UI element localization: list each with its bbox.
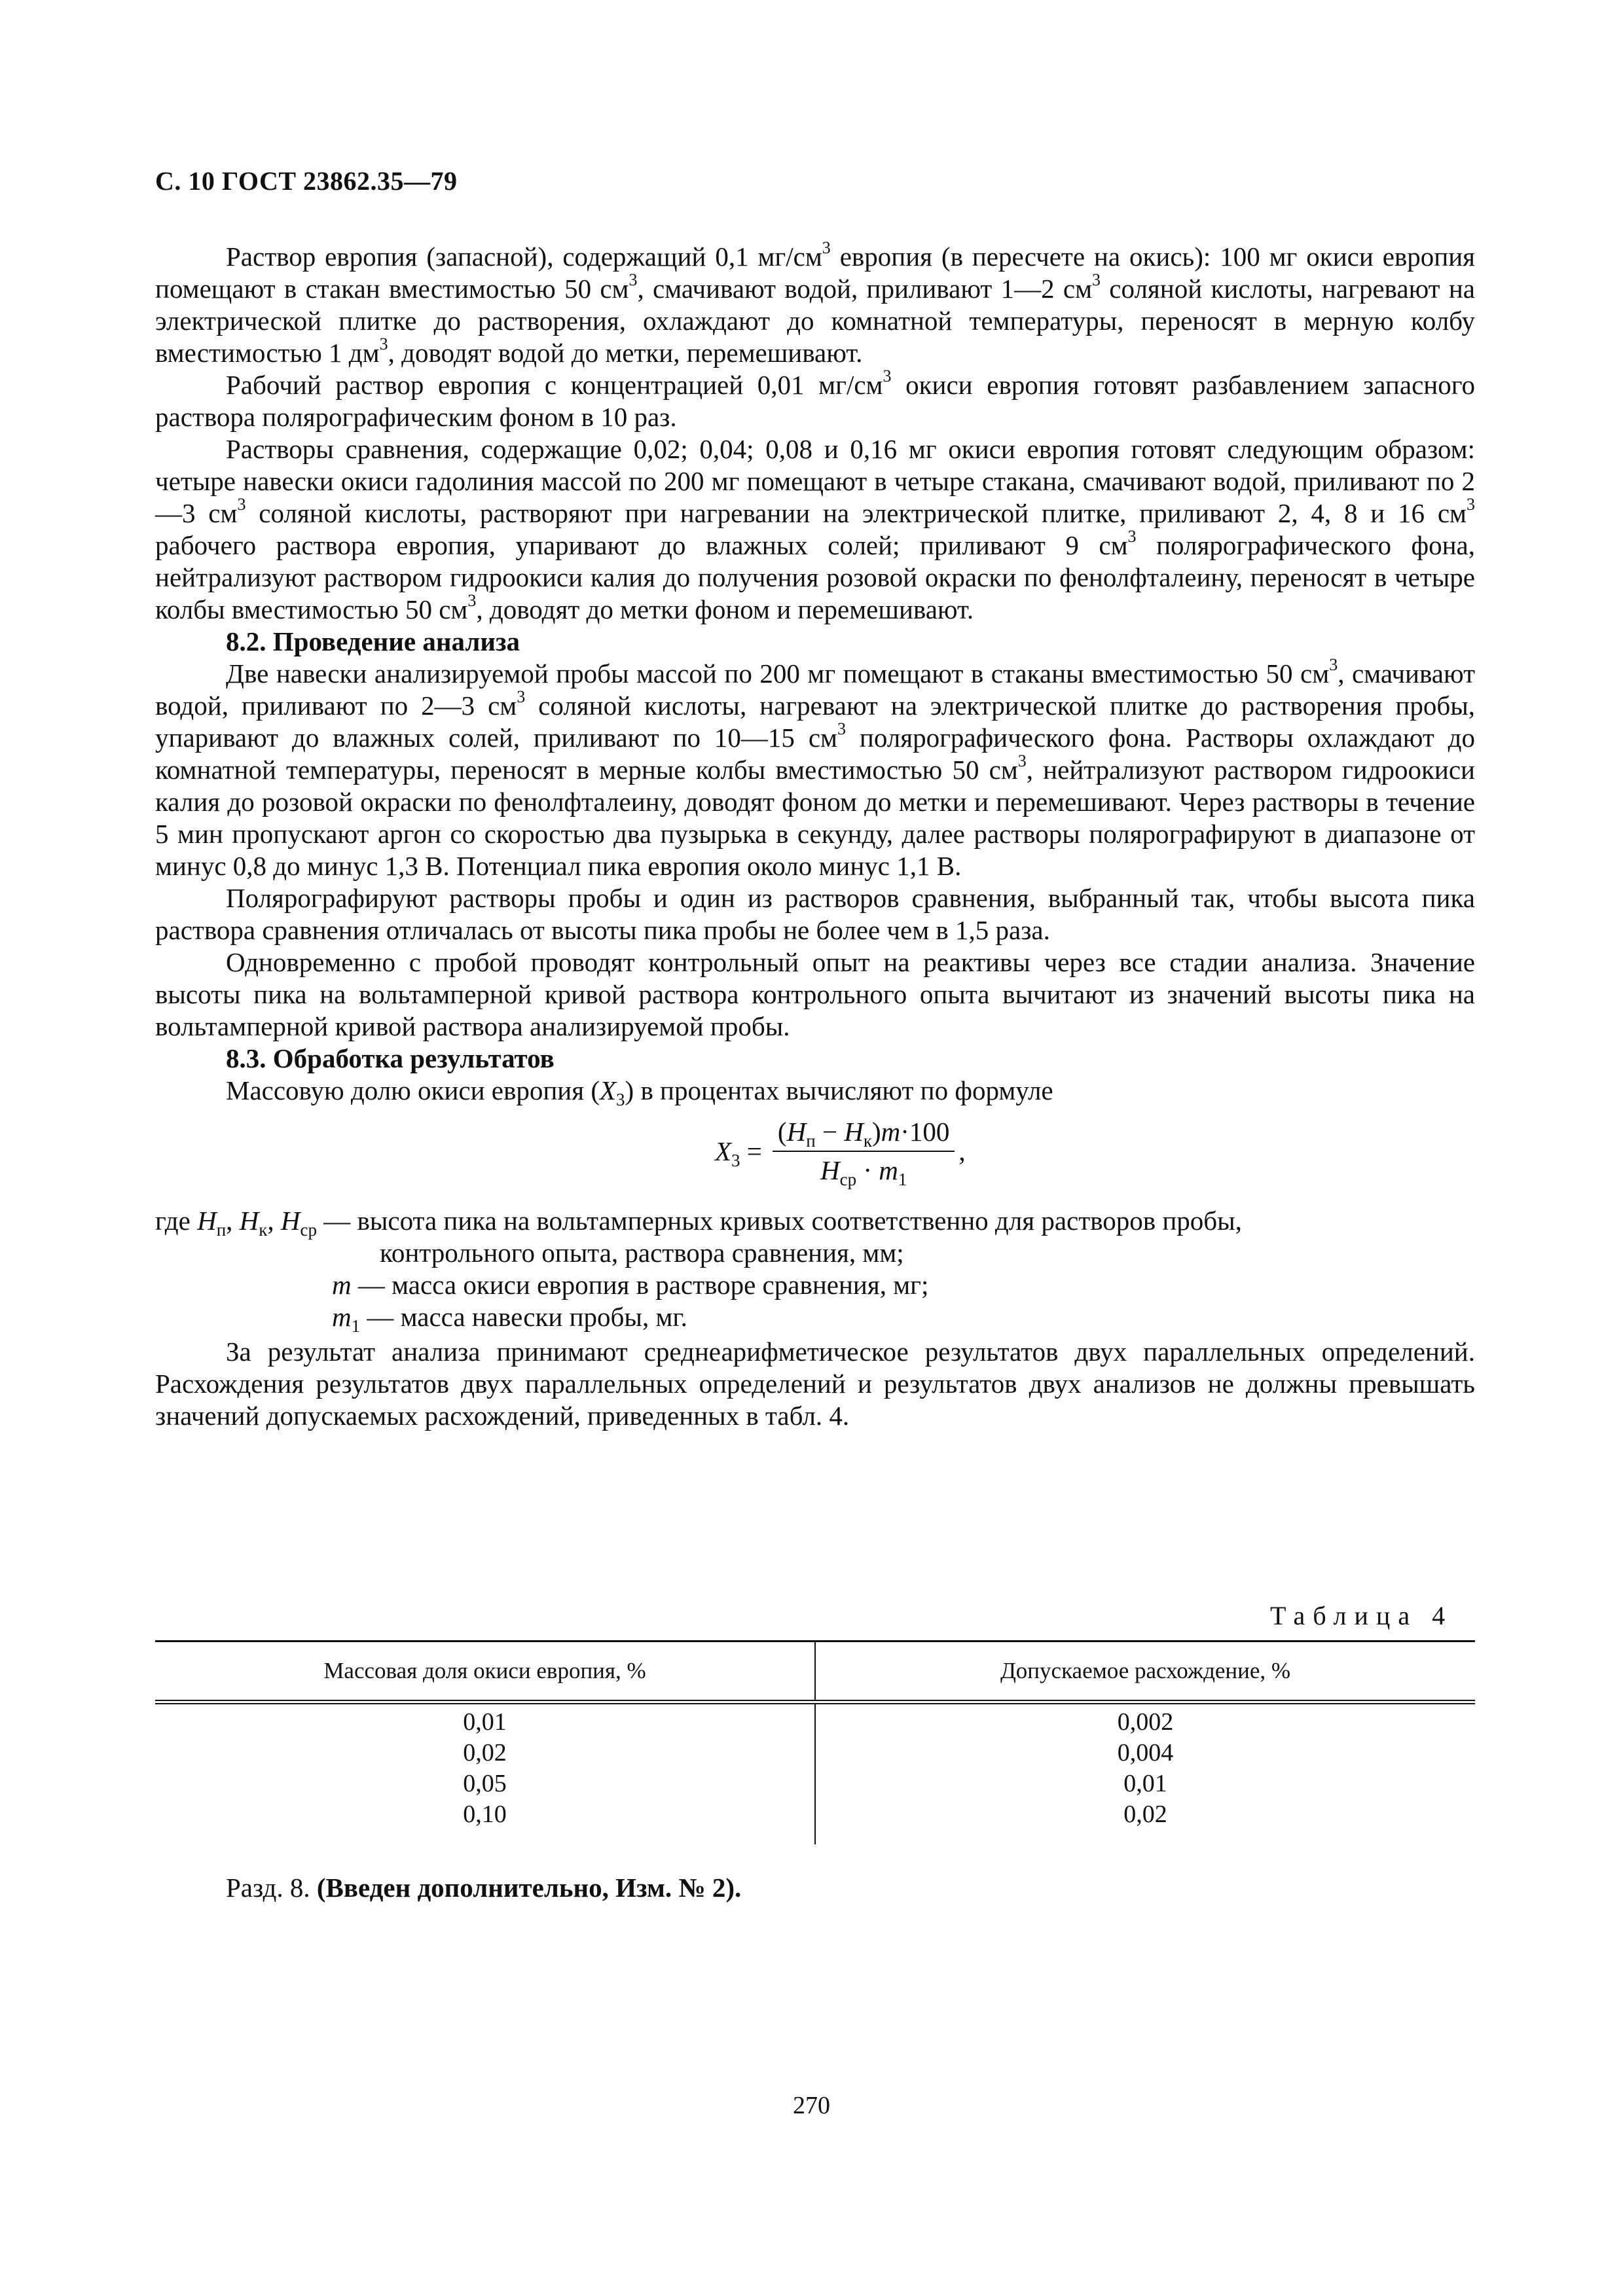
formula-legend [155, 1205, 1475, 1336]
equals-sign: = [740, 1136, 762, 1166]
text-run: Рабочий раствор европия с концентрацией 0,01 мг/см [226, 370, 883, 400]
text-run: , доводят водой до метки, перемешивают. [388, 338, 863, 368]
legend-heights-continuation: контрольного опыта, раствора сравнения, мм; [380, 1238, 904, 1268]
text-run: соляной кислоты, нагревают на электрической плитке до растворения пробы, упаривают до влажных солей, приливают по 10—15 см [155, 691, 1475, 753]
text-run: рабочего раствора европия, упаривают до влажных солей; приливают 9 см [155, 530, 1128, 560]
text-run: Две навески анализируемой пробы массой по 200 мг помещают в стаканы вместимостью 50 см [226, 658, 1330, 689]
text-run: , [958, 1136, 966, 1166]
text-run: ( [777, 1117, 787, 1147]
table-cell: 0,05 [463, 1770, 507, 1797]
legend-m [332, 1269, 928, 1301]
formula-lhs: X [715, 1136, 732, 1166]
text-run: H [844, 1117, 864, 1147]
text-run: соляной кислоты, растворяют при нагревании на электрической плитке, приливают 2, 4, 8 и 16 см [246, 498, 1467, 528]
table-cell: 0,004 [1117, 1739, 1174, 1767]
column-header-tolerance: Допускаемое расхождение, % [814, 1642, 1475, 1700]
paragraph-mass-fraction-intro [155, 1075, 1475, 1110]
text-run: H [786, 1117, 807, 1147]
table-cell: 0,002 [1117, 1708, 1174, 1736]
text-run: , доводят до метки фоном и перемешивают. [476, 594, 974, 624]
table-cell: 0,02 [1123, 1801, 1167, 1828]
subscript: 3 [616, 1090, 625, 1110]
text-run: ) в процентах вычисляют по формуле [625, 1075, 1053, 1105]
text-run: Раствор европия (запасной), содержащий 0,1 мг/см [226, 242, 822, 272]
text-run: H [197, 1206, 217, 1236]
formula-block [155, 1107, 1475, 1205]
paragraph-working-solution: Рабочий раствор европия с концентрацией 0,01 $мг/см^3$ окиси европия готовят разбавлением запасного раствора полярографическим фоном в 10 раз. [155, 367, 1476, 432]
subscript: ср [839, 1170, 857, 1190]
section-heading-8-2: 8.2. Проведение анализа [226, 626, 520, 656]
text-run: , смачивают водой, приливают 1—2 см [637, 274, 1093, 304]
paragraph-control-experiment: Одновременно с пробой проводят контрольный опыт на реактивы через все стадии анализа. Значение высоты пика на вольтамперной кривой раствора контрольного опыта вычитают из значений высоты пика на вольтамперной кривой раствора анализируемой пробы. [155, 947, 1475, 1041]
subscript: п [216, 1220, 227, 1240]
formula-denominator [820, 1152, 907, 1190]
subscript: к [259, 1220, 268, 1240]
text-run: H [239, 1206, 259, 1236]
text-run: полярографического фона. Растворы охлаждают до комнатной температуры, переносят в мерные колбы вместимостью 50 см [155, 723, 1475, 785]
text-run: , [267, 1206, 281, 1236]
text-run: , нейтрализуют раствором гидроокиси калия до розовой окраски по фенолфталеину, доводят фоном до метки и перемешивают. Через растворы в течение 5 мин пропускают аргон со скоростью два пузырька в секунду, далее растворы полярографируют в диапазоне от минус 0,8 до минус 1,3 В. Потенциал пика европия около минус 1,1 В. [155, 755, 1475, 881]
text-run: — высота пика на вольтамперных кривых соответственно для растворов пробы, [316, 1206, 1242, 1236]
text-run: Разд. 8. [226, 1873, 317, 1903]
table-body [155, 1704, 1475, 1844]
legend-m1 [332, 1301, 687, 1336]
page-number: 270 [793, 2092, 830, 2119]
column-mass-fraction [155, 1704, 814, 1844]
amendment-note [226, 1872, 741, 1903]
text-run: − [815, 1117, 845, 1147]
text-run: (Введен дополнительно, Изм. № 2). [316, 1873, 742, 1903]
formula-x3 [715, 1116, 966, 1190]
text-run: соляной кислоты, нагревают на электрической плитке до растворения, охлаждают до комнатной температуры, переносят в мерную колбу вместимостью 1 дм [155, 274, 1475, 368]
subscript: 1 [898, 1170, 907, 1190]
paragraph-result: За результат анализа принимают среднеарифметическое результатов двух параллельных определений. Расхождения результатов двух параллельных определений и результатов двух анализов не должны превышать значений допускаемых расхождений, приведенных в табл. 4. [155, 1336, 1475, 1431]
table-cell: 0,01 [463, 1708, 507, 1736]
text-run: где [155, 1206, 198, 1236]
text-run: — масса навески пробы, мг. [360, 1302, 687, 1332]
subscript: 3 [731, 1150, 740, 1170]
tolerance-table [155, 1640, 1475, 1844]
text-run: H [820, 1155, 840, 1185]
text-run: , смачивают водой, приливают по 2—3 см [155, 658, 1475, 721]
section-heading-8-3: 8.3. Обработка результатов [226, 1043, 555, 1073]
text-run: ) [872, 1117, 881, 1147]
subscript: ср [300, 1220, 317, 1240]
subscript: к [863, 1131, 872, 1151]
paragraph-analysis-procedure: Две навески анализируемой пробы массой по 200 мг помещают в стаканы вместимостью 50 $см^3$, смачивают водой, приливают по 2—3 $см^3$ соляной кислоты, нагревают на электрической плитке до растворения пробы, упаривают до влажных солей, приливают по 10—15 $см^3$ полярографического фона. Растворы охлаждают до комнатной температуры, переносят в мерные колбы вместимостью 50 $см^3$, нейтрализуют раствором гидроокиси калия до розовой окраски по фенолфталеину, доводят фоном до метки и перемешивают. Через растворы в течение 5 мин пропускают аргон со скоростью два пузырька в секунду, далее растворы полярографируют в диапазоне от минус 0,8 до минус 1,3 В. Потенциал пика европия около минус 1,1 В. [155, 655, 1475, 881]
page-header: С. 10 ГОСТ 23862.35—79 [155, 166, 458, 196]
text-run: полярографического фона, нейтрализуют раствором гидроокиси калия до получения розовой окраски по фенолфталеину, переносят в четыре колбы вместимостью 50 см [155, 530, 1475, 624]
text-run: m [881, 1117, 901, 1147]
column-header-mass-fraction: Массовая доля окиси европия, % [323, 1658, 646, 1683]
paragraph-comparison-solutions: Растворы сравнения, содержащие 0,02; 0,04; 0,08 и 0,16 мг окиси европия готовят следующим образом: четыре навески окиси гадолиния массой по 200 мг помещают в четыре стакана, смачивают водой, приливают по 2—3 $см^3$ соляной кислоты, растворяют при нагревании на электрической плитке, приливают 2, 4, 8 и 16 $см^3$ рабочего раствора европия, упаривают до влажных солей; приливают 9 $см^3$ полярографического фона, нейтрализуют раствором гидроокиси калия до получения розовой окраски по фенолфталеину, переносят в четыре колбы вместимостью 50 $см^3$, доводят до метки фоном и перемешивают. [155, 434, 1475, 624]
variable-x: X [600, 1075, 617, 1105]
subscript: 1 [351, 1316, 361, 1336]
legend-heights [155, 1205, 1242, 1240]
column-tolerance [814, 1704, 1475, 1844]
text-run: европия (в пересчете на окись): 100 мг окиси европия помещают в стакан вместимостью 50 см [155, 242, 1475, 304]
text-run: ·100 [900, 1117, 950, 1147]
text-run: окиси европия готовят разбавлением запасного раствора полярографическим фоном в 10 раз. [155, 370, 1476, 432]
formula-numerator [773, 1116, 955, 1152]
table-caption: Таблица 4 [1270, 1601, 1453, 1630]
text-run: — масса окиси европия в растворе сравнения, мг; [351, 1270, 929, 1300]
table-cell: 0,10 [463, 1801, 507, 1828]
table-header [155, 1640, 1475, 1704]
text-run: m [332, 1302, 352, 1332]
text-run: m [879, 1155, 898, 1185]
paragraph-polarography: Полярографируют растворы пробы и один из растворов сравнения, выбранный так, чтобы высота пика раствора сравнения отличалась от высоты пика пробы не более чем в 1,5 раза. [155, 883, 1475, 945]
paragraph-europium-stock: Раствор европия (запасной), содержащий 0,1 $мг/см^3$ европия (в пересчете на окись): 100 мг окиси европия помещают в стакан вместимостью 50 $см^3$, смачивают водой, приливают 1—2 $см^3$ соляной кислоты, нагревают на электрической плитке до растворения, охлаждают до комнатной температуры, переносят в мерную колбу вместимостью 1 $дм^3$, доводят водой до метки, перемешивают. [155, 238, 1475, 368]
text-run: Массовую долю окиси европия ( [226, 1075, 600, 1105]
text-run: · [856, 1155, 879, 1185]
formula-fraction [773, 1116, 955, 1190]
text-run: m [332, 1270, 352, 1300]
text-run: H [280, 1206, 301, 1236]
table-cell: 0,01 [1123, 1770, 1167, 1797]
text-run: Растворы сравнения, содержащие 0,02; 0,04; 0,08 и 0,16 мг окиси европия готовят следующим образом: четыре навески окиси гадолиния массой по 200 мг помещают в четыре стакана, смачивают водой, приливают по 2—3 см [155, 434, 1475, 528]
text-run: , [226, 1206, 240, 1236]
table-cell: 0,02 [463, 1739, 507, 1767]
body-text [155, 238, 1476, 1432]
subscript: п [806, 1131, 816, 1151]
